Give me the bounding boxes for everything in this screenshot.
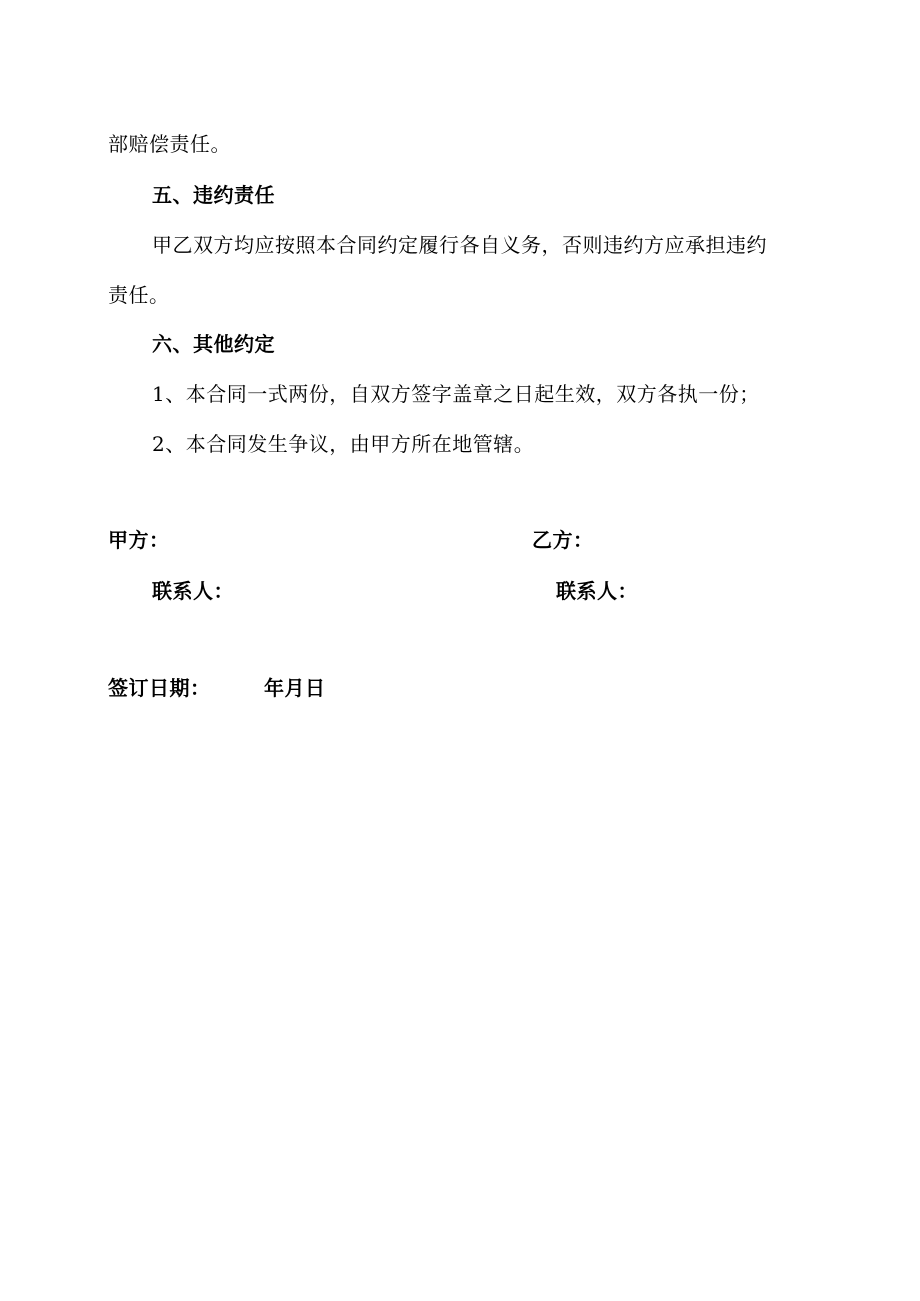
section5-paragraph-line1: 甲乙双方均应按照本合同约定履行各自义务，否则违约方应承担违约: [152, 233, 767, 257]
signing-date-label: 签订日期：: [108, 676, 211, 700]
party-a-contact-label: 联系人：: [152, 579, 234, 603]
section5-heading: 五、违约责任: [152, 183, 275, 207]
section5-paragraph-line2: 责任。: [108, 283, 170, 307]
signing-date-value: 年月日: [264, 676, 326, 700]
party-b-label: 乙方：: [532, 528, 594, 552]
section6-item2: 2、本合同发生争议，由甲方所在地管辖。: [152, 432, 535, 456]
party-b-contact-label: 联系人：: [556, 579, 638, 603]
section6-item1: 1、本合同一式两份，自双方签字盖章之日起生效，双方各执一份；: [152, 382, 760, 406]
section6-heading: 六、其他约定: [152, 332, 275, 356]
body-continuation-text: 部赔偿责任。: [108, 132, 231, 156]
party-a-label: 甲方：: [108, 528, 170, 552]
